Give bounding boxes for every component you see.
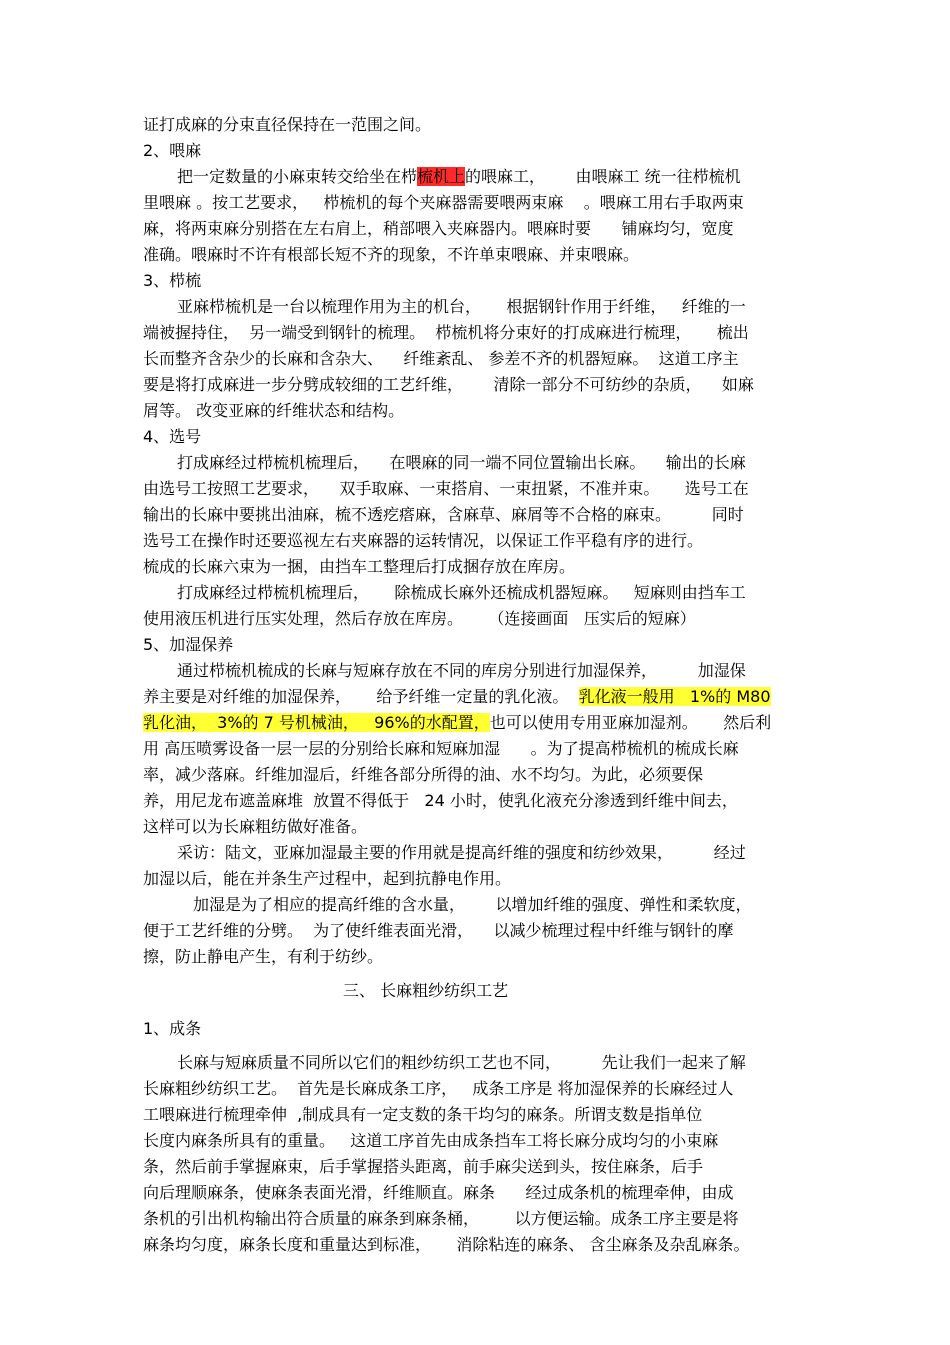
paragraph-line: 擦，防止静电产生，有利于纺纱。 [143,947,384,966]
paragraph-line: 证打成麻的分束直径保持在一范围之间。 [143,115,432,134]
paragraph-line: 麻条均匀度，麻条长度和重量达到标准， 消除粘连的麻条、 含尘麻条及杂乱麻条。 [143,1235,750,1254]
paragraph-line: 选号工在操作时还要巡视左右夹麻器的运转情况，以保证工作平稳有序的进行。 [143,531,704,550]
paragraph-line: 率，减少落麻。纤维加湿后，纤维各部分所得的油、水不均匀。为此，必须要保 [143,765,704,784]
paragraph-line: 使用液压机进行压实处理，然后存放在库房。 （连接画面 压实后的短麻） [143,609,696,628]
paragraph-line [143,684,813,710]
paragraph-line: 里喂麻 。按工艺要求， 栉梳机的每个夹麻器需要喂两束麻 。喂麻工用右手取两束 [143,193,744,212]
paragraph-line: 由选号工按照工艺要求， 双手取麻、一束搭肩、一束扭紧，不准并束。 选号工在 [143,479,749,498]
paragraph-line: 用 高压喷雾设备一层一层的分别给长麻和短麻加湿 。为了提高栉梳机的梳成长麻 [143,739,739,758]
paragraph-line: 亚麻栉梳机是一台以梳理作用为主的机台， 根据钢针作用于纤维， 纤维的一 [177,297,746,316]
paragraph-line: 长而整齐含杂少的长麻和含杂大、 纤维紊乱、 参差不齐的机器短麻。 这道工序主 [143,349,739,368]
paragraph-line: 向后理顺麻条，使麻条表面光滑，纤维顺直。麻条 经过成条机的梳理牵伸，由成 [143,1183,734,1202]
text-run: 的喂麻工， 由喂麻工 统一往栉梳机 [465,167,741,186]
paragraph-line: 工喂麻进行梳理牵伸 ,制成具有一定支数的条干均匀的麻条。所谓支数是指单位 [143,1105,703,1124]
paragraph-line: 通过栉梳机梳成的长麻与短麻存放在不同的库房分别进行加湿保养， 加湿保 [177,661,746,680]
paragraph-line: 要是将打成麻进一步分劈成较细的工艺纤维， 清除一部分不可纺纱的杂质， 如麻 [143,375,754,394]
paragraph-line: 加湿是为了相应的提高纤维的含水量， 以增加纤维的强度、弹性和柔软度， [193,895,752,914]
section-heading-feeding: 2、喂麻 [143,141,202,160]
paragraph-line: 打成麻经过栉梳机梳理后， 在喂麻的同一端不同位置输出长麻。 输出的长麻 [177,453,746,472]
spacer [143,1042,813,1050]
paragraph-line: 长度内麻条所具有的重量。 这道工序首先由成条挡车工将长麻分成均匀的小束麻 [143,1131,719,1150]
yellow-highlight: 乳化液一般用 1%的 M80 [578,687,771,706]
section-heading-humidifying: 5、加湿保养 [143,635,234,654]
paragraph-line: 长麻粗纱纺织工艺。 首先是长麻成条工序， 成条工序是 将加湿保养的长麻经过人 [143,1079,734,1098]
paragraph-line: 条，然后前手掌握麻束，后手掌握搭头距离，前手麻尖送到头，按住麻条，后手 [143,1157,704,1176]
paragraph-line: 采访：陆文，亚麻加湿最主要的作用就是提高纤维的强度和纺纱效果， 经过 [177,843,746,862]
paragraph-line: 麻，将两束麻分别搭在左右肩上，稍部喂入夹麻器内。喂麻时要 铺麻均匀，宽度 [143,219,734,238]
paragraph-line: 输出的长麻中要挑出油麻，梳不透疙瘩麻，含麻草、麻屑等不合格的麻束。 同时 [143,505,744,524]
section-heading-hackling: 3、栉梳 [143,271,202,290]
paragraph-line: 屑等。 改变亚麻的纤维状态和结构。 [143,401,405,420]
text-run: 养主要是对纤维的加湿保养， 给予纤维一定量的乳化液。 [143,687,579,706]
paragraph-line: 养，用尼龙布遮盖麻堆 放置不得低于 24 小时，使乳化液充分渗透到纤维中间去， [143,791,738,810]
paragraph-line: 这样可以为长麻粗纺做好准备。 [143,817,368,836]
paragraph-line [143,710,813,736]
paragraph-line: 便于工艺纤维的分劈。 为了使纤维表面光滑， 以减少梳理过程中纤维与钢针的摩 [143,921,734,940]
document-body [143,112,813,1258]
paragraph-line: 端被握持住， 另一端受到钢针的梳理。 栉梳机将分束好的打成麻进行梳理， 梳出 [143,323,749,342]
paragraph-line: 打成麻经过栉梳机梳理后， 除梳成长麻外还梳成机器短麻。 短麻则由挡车工 [177,583,746,602]
paragraph-line: 条机的引出机构输出符合质量的麻条到麻条桶， 以方便运输。成条工序主要是将 [143,1209,739,1228]
section-heading-sorting: 4、选号 [143,427,202,446]
chapter-title: 三、 长麻粗纱纺织工艺 [343,981,509,1000]
section-heading-sliver: 1、成条 [143,1019,202,1038]
paragraph-line: 加湿以后，能在并条生产过程中，起到抗静电作用。 [143,869,512,888]
yellow-highlight: 乳化油， 3%的 7 号机械油， 96%的水配置， [143,713,490,732]
paragraph-line: 长麻与短麻质量不同所以它们的粗纱纺织工艺也不同， 先让我们一起来了解 [177,1053,746,1072]
text-run: 把一定数量的小麻束转交给坐在栉 [177,167,418,186]
text-run: 也可以使用专用亚麻加湿剂。 然后利 [489,713,772,732]
paragraph-line [143,164,813,190]
paragraph-line: 梳成的长麻六束为一捆，由挡车工整理后打成捆存放在库房。 [143,557,576,576]
red-highlight: 梳机上 [417,167,466,186]
paragraph-line: 准确。喂麻时不许有根部长短不齐的现象，不许单束喂麻、并束喂麻。 [143,245,640,264]
